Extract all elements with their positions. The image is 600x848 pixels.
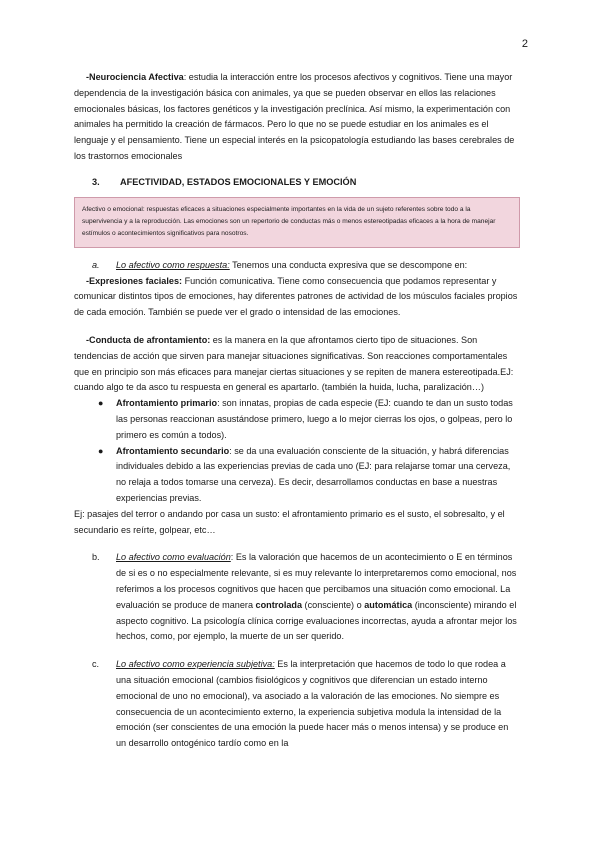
item-b-colon: :: [230, 552, 234, 563]
item-b-letter: b.: [92, 552, 100, 563]
item-b-bold-2: automática: [364, 599, 413, 610]
item-b-text-3: (inconsciente) mirando el aspecto cognitivo. La psicología clínica corrige evaluaciones incorrectas, ayuda a afrontar mejor los hechos, como, por ejemplo, la muerte de un ser querido.: [116, 599, 517, 642]
bullet-term: Afrontamiento secundario: [116, 445, 230, 456]
afrontamiento-list: [74, 396, 520, 507]
item-a-letter: a.: [92, 259, 100, 270]
list-item: [98, 396, 520, 443]
item-c-title: Lo afectivo como experiencia subjetiva:: [116, 659, 275, 670]
paragraph-neurociencia: [74, 70, 520, 165]
bullet-icon: ●: [98, 445, 104, 456]
definition-callout: Afectivo o emocional: respuestas eficaces a situaciones especialmente importantes en la vida de un sujeto referentes sobre todo a la supervivencia y a la reproducción. Las emociones son un repertorio de conductas más o menos estereotipadas eficaces a la hora de manejar estímulos o acontecimientos significativos para nosotros.: [74, 197, 520, 248]
bullet-icon: ●: [98, 398, 104, 409]
page-number: 2: [521, 38, 528, 50]
item-a-text: Tenemos una conducta expresiva que se descompone en:: [229, 259, 468, 270]
bullet-term: Afrontamiento primario: [116, 398, 218, 409]
paragraph-ejemplo: Ej: pasajes del terror o andando por casa un susto: el afrontamiento primario es el susto, el sobresalto, y el secundario es reírte, golpear, etc…: [74, 508, 505, 535]
item-c: [92, 657, 520, 752]
paragraph-expresiones: [74, 274, 520, 321]
item-b-text-1: Es la valoración que hacemos de un acontecimiento o E en términos de si es o no especialmente relevante, si es muy relevante lo interpretaremos como emocional, nos referimos a los procesos cognitivos que hacen que percibamos una situación como emocional. La evaluación se produce de manera: [116, 552, 517, 610]
item-b: [92, 550, 520, 645]
bullet-text: : son innatas, propias de cada especie (EJ: cuando te dan un susto todas las personas reaccionan asustándose primero, luego a lo mejor cierras los ojos, o golpeas, pero lo primero es común a todos).: [116, 398, 513, 440]
paragraph-conducta: [74, 333, 520, 396]
item-a: [92, 258, 520, 274]
section-number: 3.: [92, 176, 100, 187]
section-title: AFECTIVIDAD, ESTADOS EMOCIONALES Y EMOCIÓN: [120, 176, 357, 187]
list-item: [98, 444, 520, 507]
item-b-bold-1: controlada: [255, 599, 303, 610]
document-body: [74, 70, 520, 752]
item-a-title: Lo afectivo como respuesta:: [116, 259, 230, 270]
item-c-text: Es la interpretación que hacemos de todo lo que rodea a una situación emocional (cambios fisiológicos y cognitivos que diferencian un estado interno emocional de uno no emocional), va asociado a la valoración de las emociones. No siempre es consecuencia de un acontecimiento externo, la experiencia subjetiva modula la intensidad de la emoción (ser conscientes de una emoción la puede hacer más o menos intensa) y se produce en un desarrollo ontogénico tardío como en la: [116, 659, 509, 749]
item-b-title: Lo afectivo como evaluación: [116, 552, 231, 563]
paragraph-expresiones-text: Función comunicativa. Tiene como consecuencia que podamos representar y comunicar distintos tipos de emociones, hay diferentes patrones de actividad de los músculos faciales propios de cada emoción. También se puede ver el grado o intensidad de las emociones.: [74, 275, 518, 318]
bullet-text: : se da una evaluación consciente de la situación, y habrá diferencias individuales debido a las experiencias previas de cada uno (EJ: para relajarse tomar una cerveza, no relaja a todos tomarse una cerveza). Es decir, desarrollamos conductas en base a nuestras experiencias previas.: [116, 445, 511, 503]
term-conducta: -Conducta de afrontamiento:: [86, 334, 211, 345]
paragraph-neurociencia-text: : estudia la interacción entre los procesos afectivos y cognitivos. Tiene una mayor dependencia de la investigación básica con animales, ya que se pueden observar en ellos las relaciones emocionales básicas, los factores genéticos y la investigación preclínica. Así mismo, la experimentación con animales ha permitido la creación de fármacos. Pero lo que no se puede estudiar en los animales es el lenguaje y el pensamiento. Tiene un especial interés en la psicopatología estudiando las bases cerebrales de los trastornos emocionales: [74, 72, 515, 161]
paragraph-conducta-text: es la manera en la que afrontamos cierto tipo de situaciones. Son tendencias de acción que sirven para manejar situaciones significativas. Son reacciones comportamentales que en principio son más eficaces para manejar ciertas situaciones y se repiten de manera estereotipada.EJ: cuando algo te da asco tu respuesta en general es apartarlo. (también la huida, lucha, paralización…): [74, 334, 514, 393]
term-neurociencia: -Neurociencia Afectiva: [86, 72, 184, 82]
item-c-letter: c.: [92, 659, 100, 670]
term-expresiones: -Expresiones faciales:: [86, 275, 183, 286]
item-b-text-2: (consciente) o: [302, 599, 365, 610]
section-heading: [92, 175, 520, 191]
